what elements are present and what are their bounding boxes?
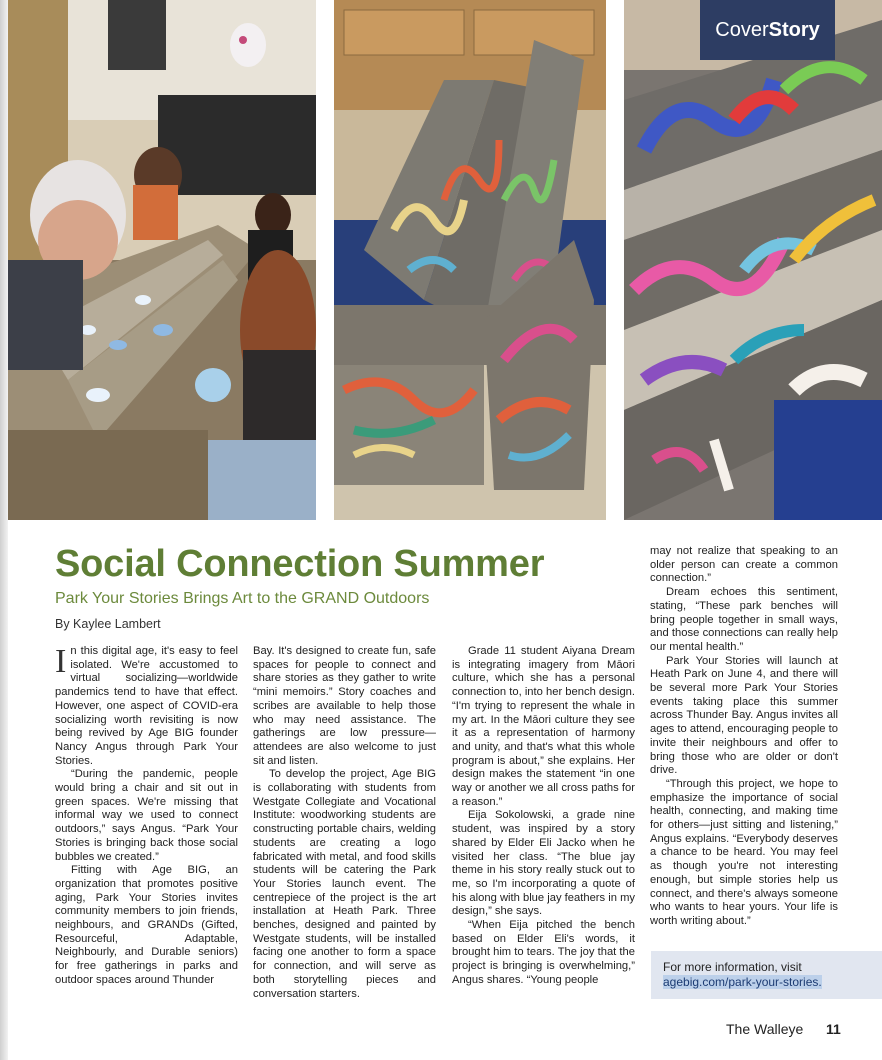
- footer-publication: The Walleye: [726, 1021, 804, 1037]
- paragraph: [55, 645, 238, 768]
- paragraph: “During the pandemic, people would bring a chair and sit out in green spaces. We're missing that informal way we used to connect outdoors,” says Angus. “Park Your Stories is bringing back those social bubbles we created.”: [55, 768, 238, 863]
- cover-tag-suffix: Story: [768, 18, 820, 41]
- article-column-3: [452, 645, 635, 988]
- more-info-link[interactable]: agebig.com/park-your-stories.: [663, 975, 822, 989]
- cover-tag-prefix: Cover: [715, 18, 769, 41]
- paragraph: may not realize that speaking to an older person can create a common connection.”: [650, 545, 838, 585]
- paragraph: Park Your Stories will launch at Heath Park on June 4, and there will be several more Park Your Stories events taking place this summer across Thunder Bay. Angus invites all ages to attend, encouraging people to invite their neighbours and offer to bring those who are older or don't drive.: [650, 654, 838, 777]
- article-column-1: [55, 645, 238, 988]
- article-column-4: [650, 545, 838, 929]
- page-edge-shadow: [0, 0, 8, 1060]
- paragraph: “When Eija pitched the bench based on Elder Eli's words, it brought him to tears. The joy that the project is bringing is overwhelming,” Angus shares. “Young people: [452, 919, 635, 986]
- paragraph-text: n this digital age, it's easy to feel isolated. We're accustomed to virtual socializing—worldwide pandemics tend to have that effect. However, one aspect of COVID-era socializing worth revisiting is now being revived by Age BIG founder Nancy Angus through Park Your Stories.: [55, 645, 238, 767]
- paragraph: Fitting with Age BIG, an organization that promotes positive aging, Park Your Stories invites community members to join friends, neighbours, and GRANDs (Gifted, Resourceful, Adaptable, Neighbourly, and Durable seniors) for free gatherings in parks and outdoor spaces around Thunder: [55, 864, 238, 986]
- dropcap: I: [55, 643, 67, 680]
- article-byline: By Kaylee Lambert: [55, 617, 161, 631]
- photo-painted-bench-front: [334, 0, 606, 520]
- paragraph: Bay. It's designed to create fun, safe spaces for people to connect and share stories as they gather to write “mini memoirs.” Story coaches and scribes are available to help those who may need assistance. The gatherings are low pressure—attendees are also welcome to just sit and listen.: [253, 645, 436, 767]
- article-headline: Social Connection Summer: [55, 543, 545, 585]
- cover-story-tag: [700, 0, 835, 60]
- photo-painted-bench-closeup: [624, 0, 882, 520]
- article-subhead: Park Your Stories Brings Art to the GRAND Outdoors: [55, 590, 430, 607]
- paragraph: Grade 11 student Aiyana Dream is integrating imagery from Māori culture, which she has a personal connection to, into her bench design. “I'm trying to represent the whale in my art. In the Māori culture they see it as a representation of harmony and unity, and that's what this whole program is about,” she explains. Her design makes the statement “in one way or another we all cross paths for a reason.”: [452, 645, 635, 808]
- more-info-box: [651, 951, 882, 999]
- paragraph: Eija Sokolowski, a grade nine student, was inspired by a story shared by Elder Eli Jacko when he visited her class. “The blue jay theme in his story really stuck out to me, so I'm incorporating a quote of his along with blue jay feathers in my design,” she says.: [452, 809, 635, 918]
- article-column-2: [253, 645, 436, 1001]
- more-info-text: For more information, visit: [663, 960, 802, 974]
- paragraph: Dream echoes this sentiment, stating, “These park benches will bring people together in small ways, and those connections can really help our mental health.”: [650, 586, 838, 653]
- footer-page-number: 11: [826, 1021, 841, 1037]
- paragraph: To develop the project, Age BIG is collaborating with students from Westgate Collegiate and Vocational Institute: woodworking students are constructing portable chairs, welding students are creating a logo fabricated with metal, and food skills students will be catering the Park Your Stories launch event. The centrepiece of the project is the art installation at Heath Park. Three benches, designed and painted by Westgate students, will be installed facing one another to form a space for connection, and will serve as both storytelling pieces and conversation starters.: [253, 768, 436, 1000]
- photo-strip: [8, 0, 882, 520]
- photo-students-painting-bench: [8, 0, 316, 520]
- paragraph: “Through this project, we hope to emphasize the importance of social health, connecting, and making time for others—just sitting and listening,” Angus explains. “Everybody deserves a chance to be heard. You may feel as though you're not interesting enough, but simple stories help us connect, and there's always someone who wants to hear yours. Your life is worth writing about.”: [650, 777, 838, 927]
